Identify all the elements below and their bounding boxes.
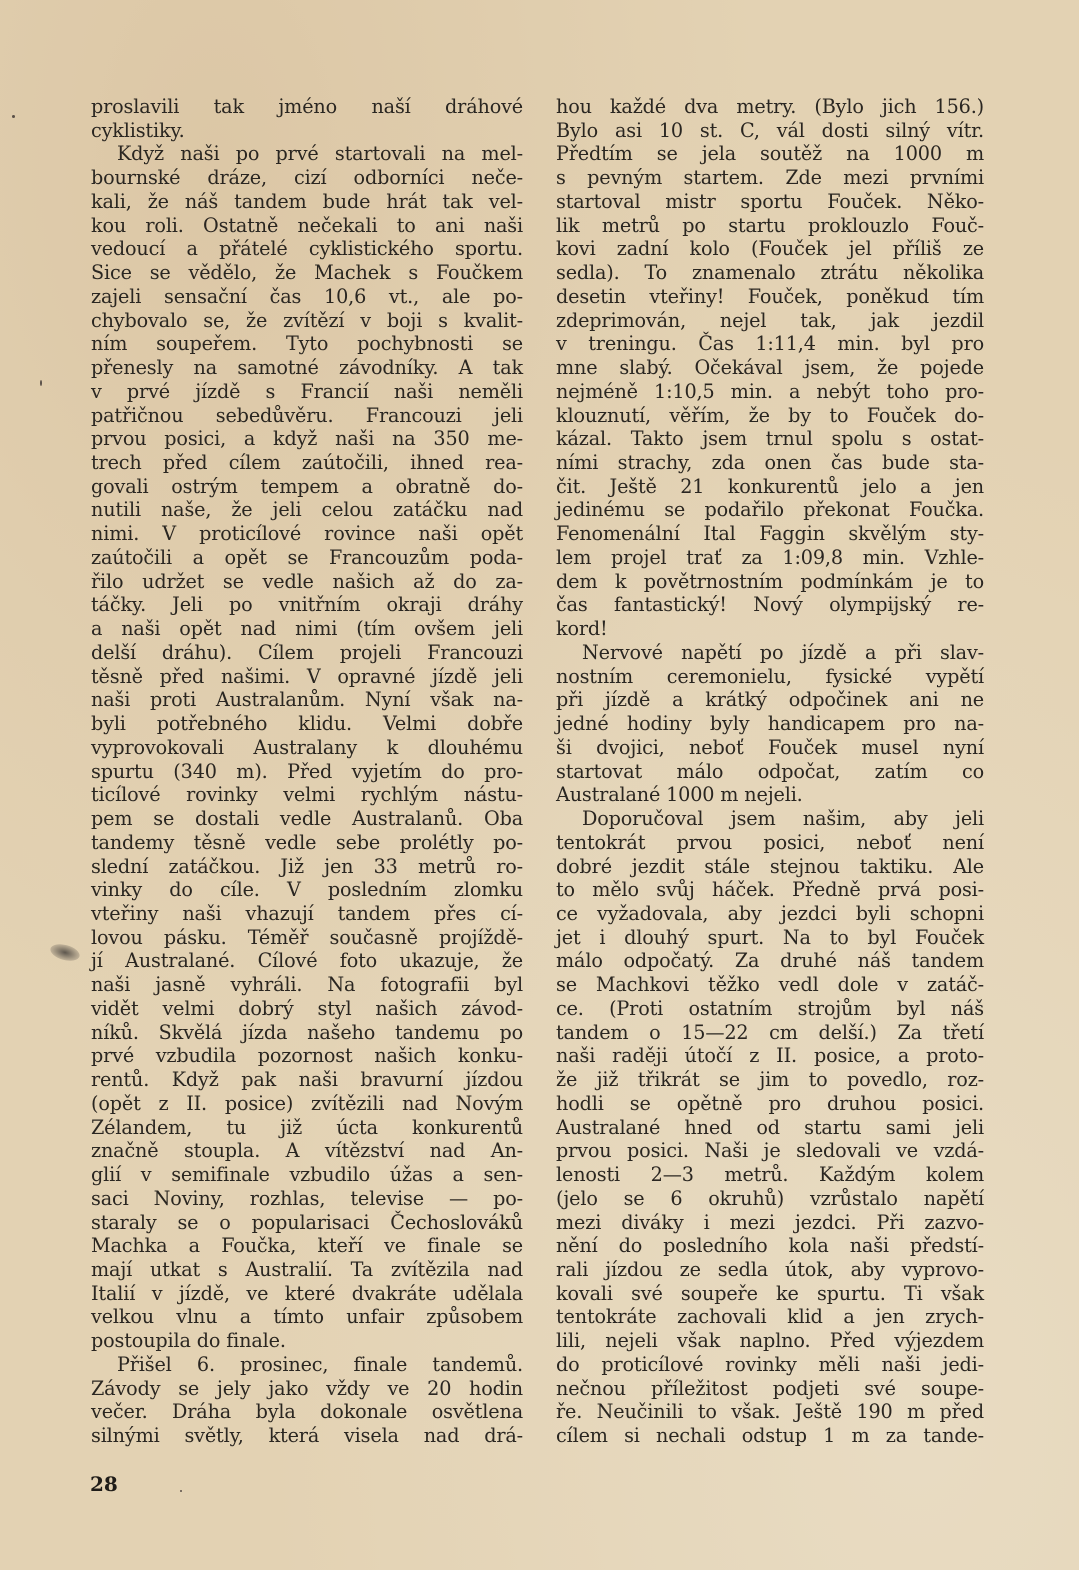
text-line: vedoucí a přátelé cyklistického sportu. xyxy=(91,237,523,261)
text-line: čas fantastický! Nový olympijský re- xyxy=(556,593,984,617)
text-line: bournské dráze, cizí odborníci neče- xyxy=(91,166,523,190)
text-line: hou každé dva metry. (Bylo jich 156.) xyxy=(556,95,984,118)
text-line: Australané hned od startu sami jeli xyxy=(556,1115,984,1139)
text-line: v treningu. Čas 1:11,4 min. byl pro xyxy=(556,332,984,356)
text-line: ce vyžadovala, aby jezdci byli schopni xyxy=(556,901,984,925)
text-line: Sice se vědělo, že Machek s Foučkem xyxy=(91,261,523,285)
text-line: proslavili tak jméno naší dráhové xyxy=(91,95,523,118)
text-line: klouznutí, věřím, že by to Fouček do- xyxy=(556,403,984,427)
text-line: níků. Skvělá jízda našeho tandemu po xyxy=(91,1020,523,1044)
text-line: kázal. Takto jsem trnul spolu s ostat- xyxy=(556,427,984,451)
page-number: 28 xyxy=(90,1472,118,1496)
text-line: naši jasně vyhráli. Na fotografii byl xyxy=(91,973,523,997)
text-line: Italií v jízdě, ve které dvakráte udělala xyxy=(91,1281,523,1305)
text-line: nečnou příležitost podjeti své soupe- xyxy=(556,1376,984,1400)
text-line: vidět velmi dobrý styl našich závod- xyxy=(91,996,523,1020)
text-line: Závody se jely jako vždy ve 20 hodin xyxy=(91,1376,523,1400)
text-line: (jelo se 6 okruhů) vzrůstalo napětí xyxy=(556,1186,984,1210)
text-line: vyprovokovali Australany k dlouhému xyxy=(91,735,523,759)
text-line: trech před cílem zaútočili, ihned rea- xyxy=(91,451,523,475)
text-line: startovat málo odpočat, zatím co xyxy=(556,759,984,783)
text-line: startoval mistr sportu Fouček. Něko- xyxy=(556,189,984,213)
text-line: mají utkat s Australií. Ta zvítězila nad xyxy=(91,1257,523,1281)
text-line: staraly se o popularisaci Čechoslováků xyxy=(91,1210,523,1234)
text-line: dobré jezdit stále stejnou taktiku. Ale xyxy=(556,854,984,878)
text-line: zdeprimován, nejel tak, jak jezdil xyxy=(556,308,984,332)
text-line: nimi. V proticílové rovince naši opět xyxy=(91,522,523,546)
text-line: kovi zadní kolo (Fouček jel příliš ze xyxy=(556,237,984,261)
text-line: velkou vlnu a tímto unfair způsobem xyxy=(91,1305,523,1329)
text-line: ními strachy, zda onen čas bude sta- xyxy=(556,451,984,475)
text-line: lenosti 2—3 metrů. Každým kolem xyxy=(556,1163,984,1187)
text-line: Fenomenální Ital Faggin skvělým sty- xyxy=(556,522,984,546)
text-line: spurtu (340 m). Před vyjetím do pro- xyxy=(91,759,523,783)
text-line: těsně před našimi. V opravné jízdě jeli xyxy=(91,664,523,688)
text-line: tandemy těsně vedle sebe prolétly po- xyxy=(91,830,523,854)
text-line: jedinému se podařilo překonat Foučka. xyxy=(556,498,984,522)
text-line: do proticílové rovinky měli naši jedi- xyxy=(556,1352,984,1376)
text-line: mezi diváky i mezi jezdci. Při zazvo- xyxy=(556,1210,984,1234)
text-line: ním soupeřem. Tyto pochybnosti se xyxy=(91,332,523,356)
text-line: mne slabý. Očekával jsem, že pojede xyxy=(556,356,984,380)
text-line: lovou pásku. Téměř současně projíždě- xyxy=(91,925,523,949)
text-line: rentů. Když pak naši bravurní jízdou xyxy=(91,1068,523,1092)
text-line: s pevným startem. Zde mezi prvními xyxy=(556,166,984,190)
text-line: delší dráhu). Cílem projeli Francouzi xyxy=(91,640,523,664)
text-line: govali ostrým tempem a obratně do- xyxy=(91,474,523,498)
text-line: zajeli sensační čas 10,6 vt., ale po- xyxy=(91,284,523,308)
text-line: zaútočili a opět se Francouzům poda- xyxy=(91,545,523,569)
text-line: postoupila do finale. xyxy=(91,1329,286,1353)
text-line: ce. (Proti ostatním strojům byl náš xyxy=(556,996,984,1020)
text-line: málo odpočatý. Za druhé náš tandem xyxy=(556,949,984,973)
text-line: při jízdě a krátký odpočinek ani ne xyxy=(556,688,984,712)
text-line: to mělo svůj háček. Předně prvá posi- xyxy=(556,878,984,902)
paper-speck xyxy=(40,380,42,386)
text-line: patřičnou sebedůvěru. Francouzi jeli xyxy=(91,403,523,427)
text-column-right xyxy=(556,95,984,1448)
text-line: (opět z II. posice) zvítězili nad Novým xyxy=(91,1091,523,1115)
text-line: se Machkovi těžko vedl dole v zatáč- xyxy=(556,973,984,997)
text-line: jet i dlouhý spurt. Na to byl Fouček xyxy=(556,925,984,949)
text-line: jedné hodiny byly handicapem pro na- xyxy=(556,712,984,736)
text-line: pem se dostali vedle Australanů. Oba xyxy=(91,807,523,831)
text-line: Doporučoval jsem našim, aby jeli xyxy=(582,807,984,831)
text-line: nejméně 1:10,5 min. a nebýt toho pro- xyxy=(556,379,984,403)
text-line: vteřiny naši vhazují tandem přes cí- xyxy=(91,901,523,925)
text-line: kou roli. Ostatně nečekali to ani naši xyxy=(91,213,523,237)
text-line: řilo udržet se vedle našich až do za- xyxy=(91,569,523,593)
text-line: cílem si nechali odstup 1 m za tande- xyxy=(556,1424,984,1448)
text-line: tentokráte zachovali klid a jen zrych- xyxy=(556,1305,984,1329)
text-line: v prvé jízdě s Francií naši neměli xyxy=(91,379,523,403)
text-line: dem k povětrnostním podmínkám je to xyxy=(556,569,984,593)
text-line: byli potřebného klidu. Velmi dobře xyxy=(91,712,523,736)
text-line: sedla). To znamenalo ztrátu několika xyxy=(556,261,984,285)
text-line: saci Noviny, rozhlas, televise — po- xyxy=(91,1186,523,1210)
paper-speck xyxy=(12,115,15,118)
text-line: kali, že náš tandem bude hrát tak vel- xyxy=(91,189,523,213)
text-line: nění do posledního kola naši předstí- xyxy=(556,1234,984,1258)
text-line: a naši opět nad nimi (tím ovšem jeli xyxy=(91,617,523,641)
text-line: prvou posici. Naši je sledovali ve vzdá- xyxy=(556,1139,984,1163)
text-line: čit. Ještě 21 konkurentů jelo a jen xyxy=(556,474,984,498)
text-line: vinky do cíle. V posledním zlomku xyxy=(91,878,523,902)
text-line: prvou posici, a když naši na 350 me- xyxy=(91,427,523,451)
text-line: lili, nejeli však naplno. Před výjezdem xyxy=(556,1329,984,1353)
text-line: kord! xyxy=(556,617,608,641)
text-line: lem projel trať za 1:09,8 min. Vzhle- xyxy=(556,545,984,569)
text-line: nostním ceremonielu, fysické vypětí xyxy=(556,664,984,688)
text-line: ticílové rovinky velmi rychlým nástu- xyxy=(91,783,523,807)
text-line: prvé vzbudila pozornost našich konku- xyxy=(91,1044,523,1068)
text-line: Australané 1000 m nejeli. xyxy=(556,783,803,807)
text-line: jí Australané. Cílové foto ukazuje, že xyxy=(91,949,523,973)
text-line: večer. Dráha byla dokonale osvětlena xyxy=(91,1400,523,1424)
text-line: tandem o 15—22 cm delší.) Za třetí xyxy=(556,1020,984,1044)
text-line: naši raději útočí z II. posice, a proto- xyxy=(556,1044,984,1068)
text-line: přenesly na samotné závodníky. A tak xyxy=(91,356,523,380)
text-line: Nervové napětí po jízdě a při slav- xyxy=(582,640,984,664)
text-line: silnými světly, která visela nad drá- xyxy=(91,1424,523,1448)
text-line: naši proti Australanům. Nyní však na- xyxy=(91,688,523,712)
text-line: Zélandem, tu již úcta konkurentů xyxy=(91,1115,523,1139)
text-line: tentokrát prvou posici, neboť není xyxy=(556,830,984,854)
text-line: Přišel 6. prosinec, finale tandemů. xyxy=(117,1352,523,1376)
text-line: táčky. Jeli po vnitřním okraji dráhy xyxy=(91,593,523,617)
text-column-left xyxy=(91,95,523,1448)
text-line: glií v semifinale vzbudilo úžas a sen- xyxy=(91,1163,523,1187)
text-line: chybovalo se, že zvítězí v boji s kvalit- xyxy=(91,308,523,332)
text-line: Machka a Foučka, kteří ve finale se xyxy=(91,1234,523,1258)
text-line: Předtím se jela soutěž na 1000 m xyxy=(556,142,984,166)
text-line: desetin vteřiny! Fouček, poněkud tím xyxy=(556,284,984,308)
ink-smudge xyxy=(49,941,82,963)
text-line: rali jízdou ze sedla útok, aby vyprovo- xyxy=(556,1257,984,1281)
text-line: cyklistiky. xyxy=(91,118,185,142)
text-line: ře. Neučinili to však. Ještě 190 m před xyxy=(556,1400,984,1424)
text-line: kovali své soupeře ke spurtu. Ti však xyxy=(556,1281,984,1305)
text-line: Bylo asi 10 st. C, vál dosti silný vítr. xyxy=(556,118,984,142)
text-line: značně stoupla. A vítězství nad An- xyxy=(91,1139,523,1163)
text-line: hodli se opětně pro druhou posici. xyxy=(556,1091,984,1115)
text-line: slední zatáčkou. Již jen 33 metrů ro- xyxy=(91,854,523,878)
paper-speck xyxy=(180,1490,182,1492)
text-line: ši dvojici, neboť Fouček musel nyní xyxy=(556,735,984,759)
text-line: lik metrů po startu proklouzlo Fouč- xyxy=(556,213,984,237)
text-line: že již třikrát se jim to povedlo, roz- xyxy=(556,1068,984,1092)
text-line: nutili naše, že jeli celou zatáčku nad xyxy=(91,498,523,522)
text-line: Když naši po prvé startovali na mel- xyxy=(117,142,523,166)
